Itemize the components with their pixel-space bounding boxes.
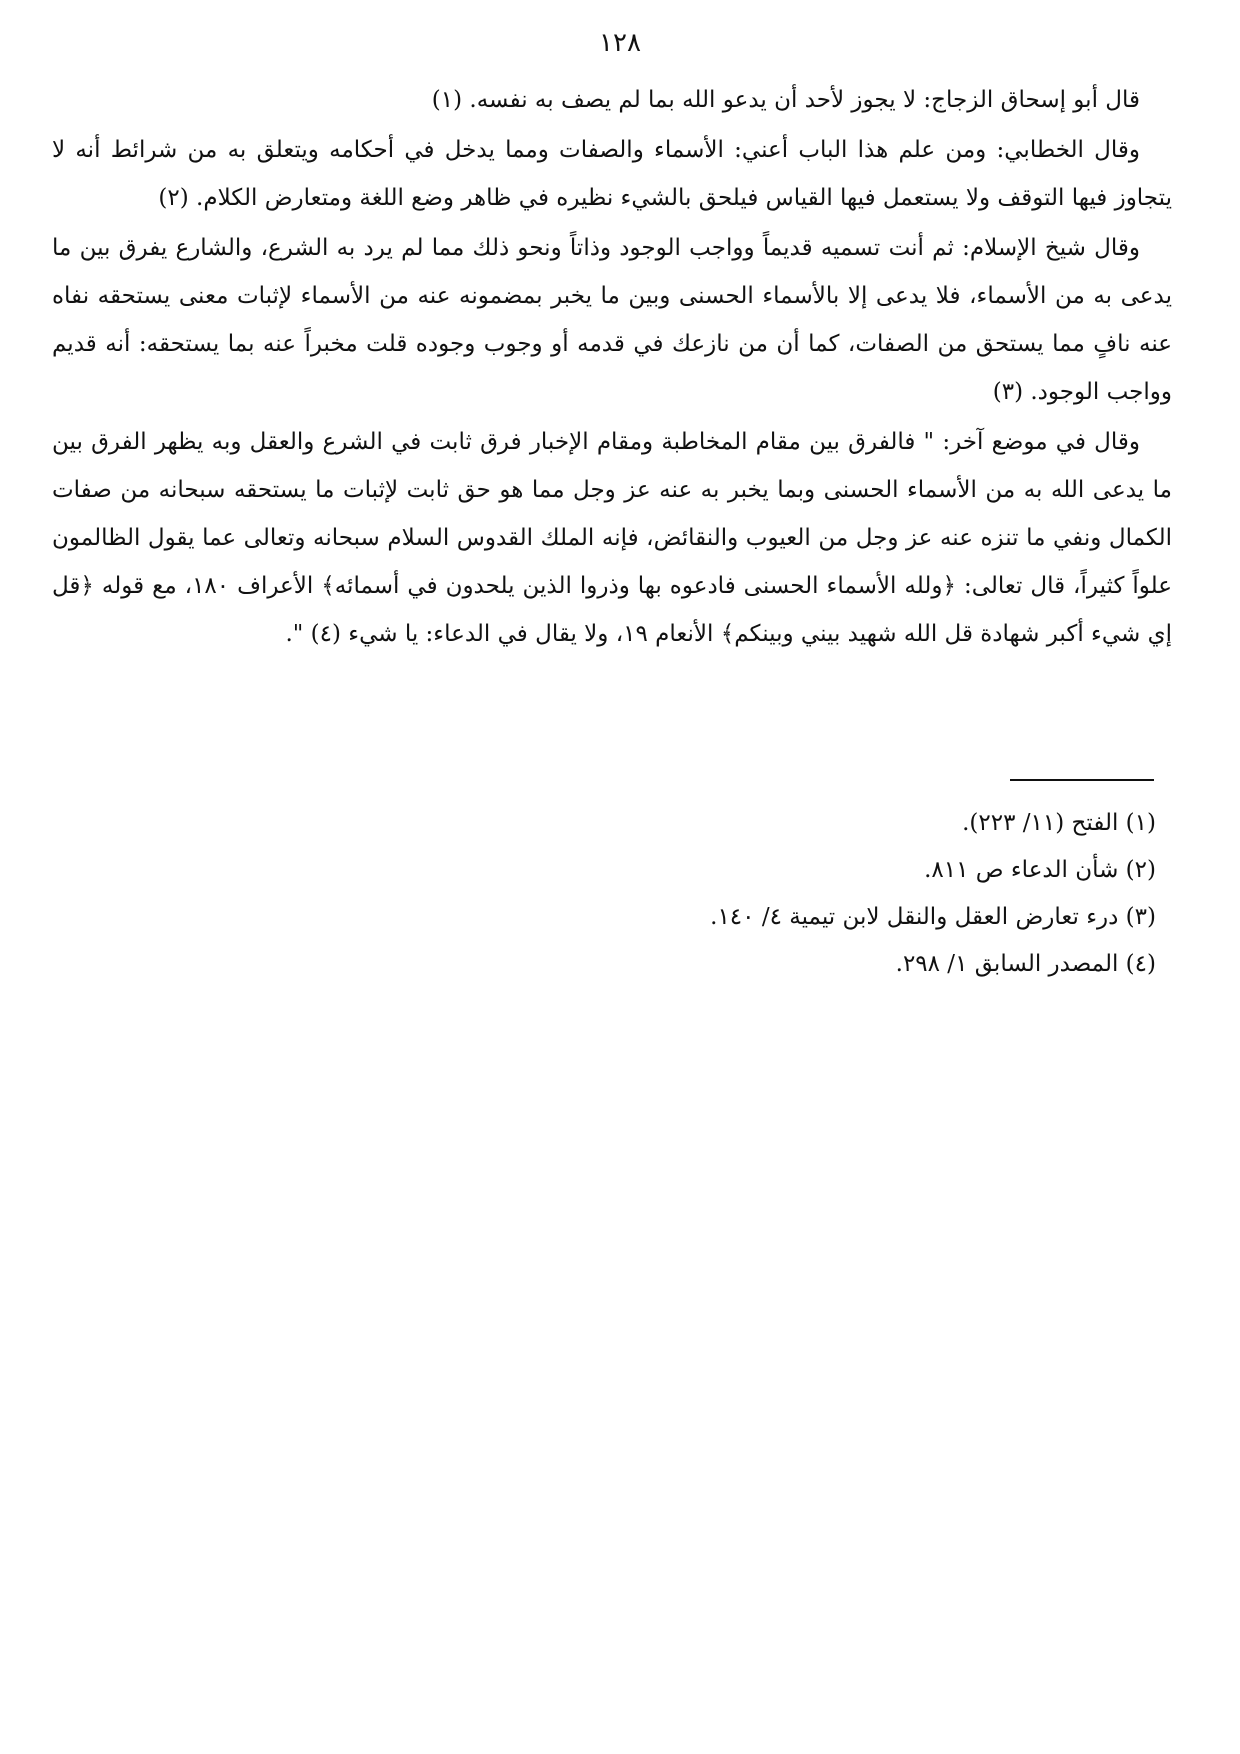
footnote-2: (٢) شأن الدعاء ص ٨١١. [924,857,1156,883]
footnote-4: (٤) المصدر السابق ١/ ٢٩٨. [895,951,1156,977]
paragraph-another-place: وقال في موضع آخر: " فالفرق بين مقام المخاطبة ومقام الإخبار فرق ثابت في الشرع والعقل وبه يظهر الفرق بين ما يدعى الله به من الأسماء الحسنى وبما يخبر به عنه عز وجل مما هو حق ثابت لإثبات ما يستحقه سبحانه من صفات الكمال ونفي ما تنزه عنه عز وجل من العيوب والنقائض، فإنه الملك القدوس السلام سبحانه وتعالى عما يقول الظالمون علواً كثيراً، قال تعالى: ﴿ولله الأسماء الحسنى فادعوه بها وذروا الذين يلحدون في أسمائه﴾ الأعراف ١٨٠، مع قوله ﴿قل إي شيء أكبر شهادة قل الله شهيد بيني وبينكم﴾ الأنعام ١٩، ولا يقال في الدعاء: يا شيء (٤) ". [52,429,1172,647]
paragraph-khattabi: وقال الخطابي: ومن علم هذا الباب أعني: الأسماء والصفات ومما يدخل في أحكامه ويتعلق به من شرائط أنه لا يتجاوز فيها التوقف ولا يستعمل فيها القياس فيلحق بالشيء نظيره في ظاهر وضع اللغة ومتعارض الكلام. (٢) [52,137,1172,211]
footnote-separator [1010,779,1154,781]
body-text [52,76,1172,660]
page-number: ١٢٨ [599,28,641,58]
footnote-1: (١) الفتح (١١/ ٢٢٣). [962,810,1156,836]
footnote-3: (٣) درء تعارض العقل والنقل لابن تيمية ٤/ ١٤٠. [710,904,1156,930]
paragraph-zajjaj: قال أبو إسحاق الزجاج: لا يجوز لأحد أن يدعو الله بما لم يصف به نفسه. (١) [431,87,1140,113]
footnotes [52,800,1172,988]
paragraph-shaykh-al-islam: وقال شيخ الإسلام: ثم أنت تسميه قديماً وواجب الوجود وذاتاً ونحو ذلك مما لم يرد به الشرع، والشارع يفرق بين ما يدعى به من الأسماء، فلا يدعى إلا بالأسماء الحسنى وبين ما يخبر بمضمونه عنه من الأسماء لإثبات معنى يستحقه نفاه عنه نافٍ مما يستحق من الصفات، كما أن من نازعك في قدمه أو وجوب وجوده قلت مخبراً عنه بما يستحقه: أنه قديم وواجب الوجود. (٣) [52,235,1172,405]
